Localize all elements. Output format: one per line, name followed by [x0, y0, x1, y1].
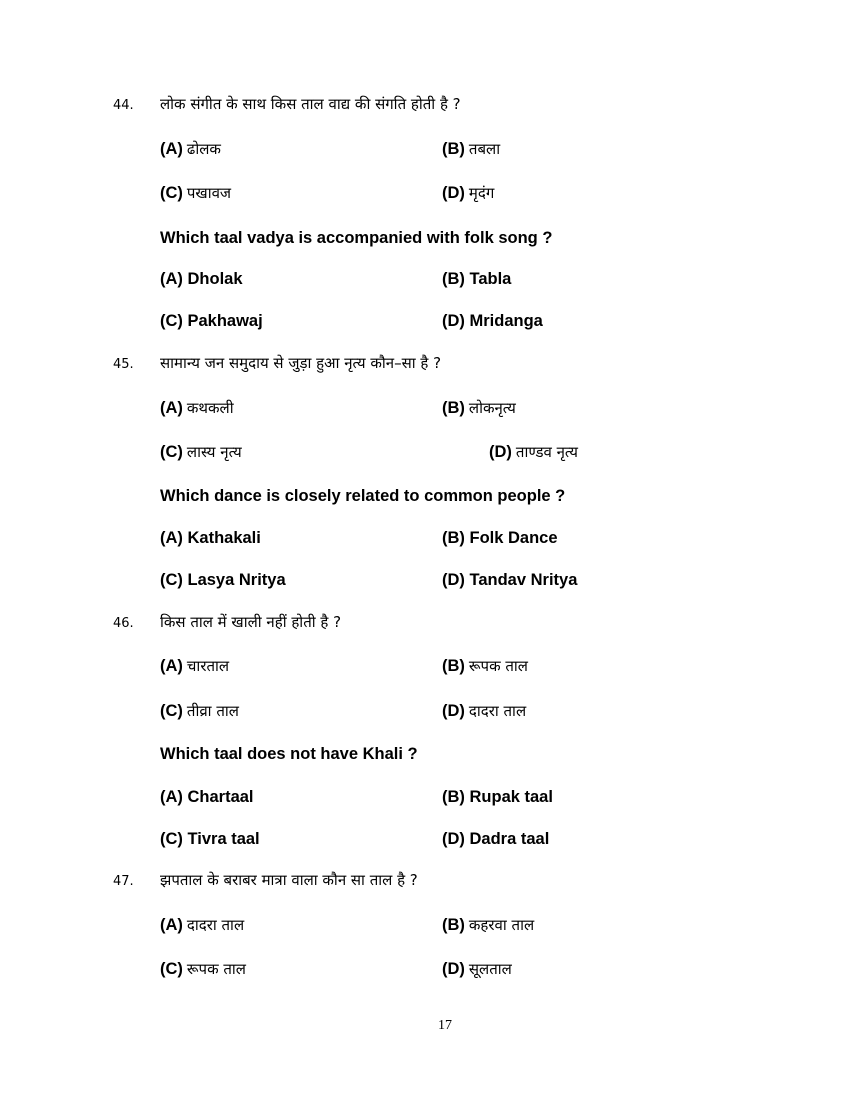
page-number: 17: [438, 1018, 452, 1033]
question-text-hindi: सामान्य जन समुदाय से जुड़ा हुआ नृत्य कौन–सा है ?: [160, 354, 442, 372]
option-d-hindi: (D) सूलताल: [442, 960, 512, 978]
option-c-hindi: (C) तीव्रा ताल: [160, 702, 239, 720]
option-c-hindi: (C) लास्य नृत्य: [160, 443, 242, 461]
option-d-hindi: (D) दादरा ताल: [442, 702, 527, 720]
option-d-hindi: (D) मृदंग: [442, 184, 495, 202]
option-b-english: (B) Tabla: [442, 270, 512, 288]
option-c-english: (C) Pakhawaj: [160, 312, 263, 330]
option-a-english: (A) Dholak: [160, 270, 243, 288]
option-b-english: (B) Folk Dance: [442, 529, 558, 547]
option-c-hindi: (C) रूपक ताल: [160, 960, 246, 978]
option-b-hindi: (B) लोकनृत्य: [442, 399, 516, 417]
question-text-english: Which taal does not have Khali ?: [160, 745, 418, 763]
option-d-english: (D) Tandav Nritya: [442, 571, 578, 589]
question-text-english: Which dance is closely related to common people ?: [160, 487, 566, 505]
question-number: 46.: [113, 616, 134, 631]
option-a-hindi: (A) चारताल: [160, 657, 230, 675]
option-c-english: (C) Lasya Nritya: [160, 571, 286, 589]
option-d-english: (D) Dadra taal: [442, 830, 550, 848]
option-a-english: (A) Chartaal: [160, 788, 254, 806]
option-a-hindi: (A) ढोलक: [160, 140, 221, 158]
question-number: 47.: [113, 874, 134, 889]
option-b-hindi: (B) कहरवा ताल: [442, 916, 535, 934]
option-c-hindi: (C) पखावज: [160, 184, 232, 202]
question-text-hindi: किस ताल में खाली नहीं होती है ?: [160, 613, 342, 631]
question-number: 45.: [113, 357, 134, 372]
question-text-english: Which taal vadya is accompanied with folk song ?: [160, 229, 553, 247]
option-b-hindi: (B) रूपक ताल: [442, 657, 528, 675]
option-d-english: (D) Mridanga: [442, 312, 543, 330]
option-a-hindi: (A) दादरा ताल: [160, 916, 245, 934]
question-text-hindi: झपताल के बराबर मात्रा वाला कौन सा ताल है ?: [160, 871, 418, 889]
question-number: 44.: [113, 98, 134, 113]
option-d-hindi: (D) ताण्डव नृत्य: [489, 443, 578, 461]
question-text-hindi: लोक संगीत के साथ किस ताल वाद्य की संगति होती है ?: [160, 95, 461, 113]
option-b-hindi: (B) तबला: [442, 140, 501, 158]
option-b-english: (B) Rupak taal: [442, 788, 553, 806]
option-a-hindi: (A) कथकली: [160, 399, 234, 417]
option-a-english: (A) Kathakali: [160, 529, 261, 547]
option-c-english: (C) Tivra taal: [160, 830, 260, 848]
